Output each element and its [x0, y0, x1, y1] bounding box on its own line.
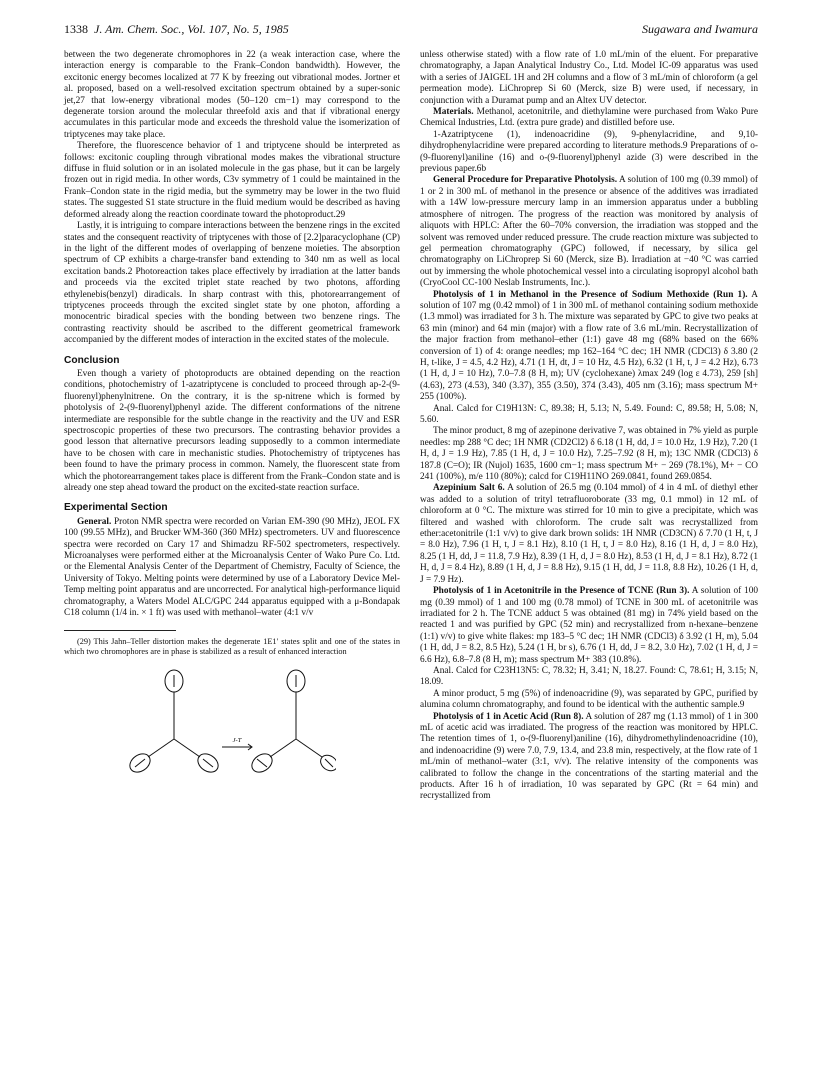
footnote-29: (29) This Jahn–Teller distortion makes the degenerate 1E1′ states split and one of the states in which two chromophores are in phase is stabilized as a result of enhanced interaction — [64, 636, 400, 656]
run1-lead: Photolysis of 1 in Methanol in the Presence of Sodium Methoxide (Run 1). — [433, 289, 748, 300]
run3-text: A solution of 100 mg (0.39 mmol) of 1 and 100 mg (0.78 mmol) of TCNE in 300 mL of acetonitrile was irradiated for 2 h. The TCNE adduct 5 was obtained (81 mg) in 74% yield based on the reacted 1 and was purified by GPC (52 min) and recrystallized from n-hexane–benzene (1:1) v/v) to give white flakes: mp 183–5 °C dec; 1H NMR (CDCl3) δ 3.92 (1 H, m), 5.04 (1 H, dd, J = 8.2, 8.5 Hz), 5.24 (1 H, br s), 6.76 (1 H, dd, J = 8.2, 3.0 Hz), 7.02 (1 H, d, J = 6.6 Hz), 6.8–7.8 (8 H, m); mass spectrum M+ 383 (10.8%). — [420, 586, 758, 665]
conclusion-paragraph: Even though a variety of photoproducts are obtained depending on the reaction conditions, photochemistry of 1-azatriptycene is concluded to proceed through ap-2-(9-fluorenyl)phenylnitrene. On the contrary, it is the sp-nitrene which is formed by photolysis of 2-(9-fluorenyl)phenyl azide. The different conformations of the nitrene intermediate are responsible for the subtle change in the reactivity and the UV and ESR spectroscopic properties of these two precursors. The contrasting behavior provides a good lesson that alternative precursors leading supposedly to a common intermediate have to be chosen with care in mechanistic studies. Photochemistry of triptycenes has been found to have the primary process in common. Namely, the fluorescent state from which the photorearrangement takes place is different from the Frank–Condon state and is already one step ahead toward the product on the excited-state reaction surface. — [64, 368, 400, 494]
general-procedure-text: A solution of 100 mg (0.39 mmol) of 1 or 2 in 300 mL of methanol in the presence or absence of the additives was irradiated with a 14W low-pressure mercury lamp in an immersion apparatus under a bubbling atmosphere of nitrogen. The progress of the reaction was monitored by analysis of aliquots with HPLC: After the 60–70% conversion, the irradiation was stopped and the solvent was removed under reduced pressure. The crude reaction mixture was subjected to gel permeation chromatography (GPC) followed, if necessary, by silica gel chromatography on LiChroprep Si 60 (Merck, size B). Irradiation at −40 °C was carried out by immersing the whole photochemical vessel into a circulating isopropyl alcohol bath (CryoCool CC-100 Neslab Instruments, Inc.). — [420, 175, 758, 289]
conclusion-heading: Conclusion — [64, 354, 120, 366]
general-lead: General. — [77, 516, 112, 527]
minor3-paragraph: A minor product, 5 mg (5%) of indenoacridine (9), was separated by GPC, purified by alumina column chromatography, and found to be identical with the authentic sample.9 — [420, 688, 758, 711]
run8-text: A solution of 287 mg (1.13 mmol) of 1 in 300 mL of acetic acid was irradiated. The progress of the reaction was monitored by HPLC. The retention times of 1, o-(9-fluorenyl)aniline (16), dihydromethylindenoacridine (10), and indenoacridine (9) were 7.0, 7.9, 13.4, and 23.8 min, respectively, at the flow rate of 1 mL/min of methanol–water (3:1, v/v). The relative intensity of the components was calibrated to follow the change in the concentrations of the starting material and the products. After 16 h of irradiation, 10 was separated by GPC (Rt = 64 min) and recrystallized from — [420, 711, 758, 802]
materials-lead: Materials. — [433, 107, 474, 118]
general-paragraph — [64, 517, 400, 620]
hplc-continuation: unless otherwise stated) with a flow rate of 1.0 mL/min of the eluent. For preparative chromatography, a Japan Analytical Industry Co., Ltd. Model IC-09 apparatus was used with a series of JAIGEL 1H and 2H columns and a flow of 3 mL/min of chloroform (a gel permeation mode). LiChroprep Si 60 (Merck, size B) were used, if necessary, in conjunction with a Duramat pump and an Altex UV detector. — [420, 50, 758, 106]
right-column — [420, 50, 758, 803]
header-left — [64, 22, 289, 37]
run1-paragraph — [420, 290, 758, 404]
left-column — [64, 50, 400, 785]
run8-lead: Photolysis of 1 in Acetic Acid (Run 8). — [433, 711, 584, 722]
azatriptycene-paragraph: 1-Azatriptycene (1), indenoacridine (9), 9-phenylacridine, and 9,10-dihydrophenylacridine were prepared according to literature methods.9 Preparations of o-(9-fluorenyl)aniline (16) and o-(9-fluorenyl)phenyl azide (3) were described in the previous paper.6b — [420, 129, 758, 175]
running-header — [64, 22, 758, 38]
minor-product-paragraph: The minor product, 8 mg of azepinone derivative 7, was obtained in 7% yield as purple needles: mp 288 °C dec; 1H NMR (CD2Cl2) δ 6.18 (1 H, dd, J = 10.0 Hz, 1.9 Hz), 7.20 (1 H, d, J = 1.9 Hz), 7.85 (1 H, d, J = 10.0 Hz), 7.25–7.92 (8 H, m); 13C NMR (CDCl3) δ 187.8 (C=O); IR (Nujol) 1635, 1600 cm−1; mass spectrum M+ − 269 (78.1%), M+ − CO 241 (100%), m/e 110 (80%); calcd for C19H11NO 269.0841, found 269.0854. — [420, 426, 758, 483]
materials-text: Methanol, acetonitrile, and diethylamine were purchased from Wako Pure Chemical Industries, Ltd. (extra pure grade) and distilled before use. — [420, 107, 758, 129]
materials-paragraph — [420, 107, 758, 130]
footnote-rule — [64, 630, 176, 631]
scheme-label: J-T — [232, 736, 242, 744]
right-orbital-structure — [248, 670, 336, 776]
anal1-paragraph: Anal. Calcd for C19H13N: C, 89.38; H, 5.13; N, 5.49. Found: C, 89.58; H, 5.08; N, 5.60. — [420, 403, 758, 425]
header-authors: Sugawara and Iwamura — [641, 22, 758, 36]
run3-lead: Photolysis of 1 in Acetonitrile in the Presence of TCNE (Run 3). — [433, 586, 690, 597]
discussion-paragraph-3: Lastly, it is intriguing to compare interactions between the benzene rings in the excited states and the consequent reactivity of triptycenes with those of [2.2]paracyclophane (CP) in the light of the different modes of overlapping of benzene moieties. The absorption spectrum of CP exhibits a charge-transfer band extending to 340 nm as well as local excitation bands.2 Photoreaction takes place effectively by irradiation at the latter bands and proceeds via the excited triplet state reached by two photons, affording ethylenebis(benzyl) diradicals. In sharp contrast with this, photorearrangement of triptycenes proceeds through the excited singlet state by one photon, affording a monocentric biradical species with the bonding between two benzene rings. The contrasting reactivity should be ascribed to the different geometrical framework accompanied by the different modes of interaction in the excited states of the molecule. — [64, 221, 400, 346]
discussion-paragraph-2: Therefore, the fluorescence behavior of 1 and triptycene should be interpreted as follows: excitonic coupling through vibrational modes makes the vibrational structure diffuse in fluid solution or in an isolated molecule in the gas phase, but it can be largely frozen out in rigid media. In other words, C3v symmetry of 1 could be maintained in the Frank–Condon state in the rigid media, but the symmetry may be lower in the two fluid states. The suggested S1 state structure in the fluid medium would be described as having deformed already along the reaction coordinate toward the photoproduct.29 — [64, 141, 400, 220]
run8-paragraph — [420, 712, 758, 803]
general-text: Proton NMR spectra were recorded on Varian EM-390 (90 MHz), JEOL FX 100 (99.55 MHz), and Brucker WM-360 (360 MHz) spectrometers. UV and fluorescence spectra were recorded on Cary 17 and Shimadzu RF-502 spectrometers, respectively. Microanalyses were performed either at the Microanalysis Center of Wako Pure Co. Ltd. or the Elemental Analysis Center of the Department of Chemistry, Faculty of Science, the University of Tokyo. Melting points were determined by use of a Laboratory Device Mel-Temp melting point apparatus and are uncorrected. For analytical high-performance liquid chromatography, a Waters Model ALC/GPC 244 apparatus equipped with a μ-Bondapak C18 column (1/4 in. × 1 ft) was used with methanol–water (4:1 v/v — [64, 516, 400, 619]
journal-citation: J. Am. Chem. Soc., Vol. 107, No. 5, 1985 — [94, 22, 289, 36]
run1-text: A solution of 107 mg (0.42 mmol) of 1 in 300 mL of methanol containing sodium methoxide (1.3 mmol) was irradiated for 3 h. The mixture was separated by GPC to give two peaks at 63 min (minor) and 64 min (major) with a flow rate of 3.6 mL/min. Recrystallization of the major fraction from methanol–ether (1:1) gave 48 mg (68% based on the 66% conversion of 1) of 4: orange needles; mp 162–164 °C dec; 1H NMR (CDCl3) δ 3.80 (2 H, t-like, J = 4.5, 4.2 Hz), 4.71 (1 H, dt, J = 10 Hz, 4.5 Hz), 6.32 (1 H, t, J = 4.2 Hz), 6.73 (1 H, d, J = 10 Hz), 7.0–7.8 (8 H, m); UV (cyclohexane) λmax 249 (log ε 4.73), 259 [sh] (4.63), 273 (4.53), 340 (3.37), 355 (3.50), 374 (3.43), 405 nm (3.16); mass spectrum M+ 255 (100%). — [420, 289, 758, 403]
run3-paragraph — [420, 586, 758, 666]
general-procedure-paragraph — [420, 175, 758, 289]
azepinium-lead: Azepinium Salt 6. — [433, 483, 505, 494]
page-number: 1338 — [64, 22, 88, 36]
experimental-heading: Experimental Section — [64, 502, 168, 514]
azepinium-paragraph — [420, 483, 758, 586]
jahn-teller-arrow — [222, 744, 252, 750]
general-procedure-lead: General Procedure for Preparative Photolysis. — [433, 175, 618, 186]
anal3-paragraph: Anal. Calcd for C23H13N5: C, 78.32; H, 3.41; N, 18.27. Found: C, 78.61; H, 3.15; N, 18.09. — [420, 665, 758, 688]
left-orbital-structure — [126, 670, 221, 776]
azepinium-text: A solution of 26.5 mg (0.104 mmol) of 4 in 4 mL of diethyl ether was added to a solution of trityl tetrafluoroborate (33 mg, 0.1 mmol) in 12 mL of chloroform at 0 °C. The mixture was stirred for 10 min to give a precipitate, which was filtered and washed with chloroform. The crude salt was recrystallized from ether:acetonitrile (1:1 v/v) to give dark brown solids: 1H NMR (CD3CN) δ 7.70 (1 H, t, J = 8.0 Hz), 7.96 (1 H, t, J = 8.1 Hz), 8.10 (1 H, t, J = 8.0 Hz), 8.16 (1 H, d, J = 8.0 Hz), 8.25 (1 H, dd, J = 11.8, 7.9 Hz), 8.39 (1 H, d, J = 8.0 Hz), 8.53 (1 H, d, J = 8.1 Hz), 8.72 (1 H, d, J = 8.4 Hz), 8.89 (1 H, d, J = 8.8 Hz), 9.15 (1 H, dd, J = 11.8, 8.8 Hz), 10.26 (1 H, d, J = 7.9 Hz). — [420, 483, 758, 585]
jahn-teller-scheme — [126, 667, 336, 785]
scheme-drawing — [126, 667, 336, 785]
discussion-paragraph-1: between the two degenerate chromophores in 22 (a weak interaction case, where the interaction energy is comparable to the Frank–Condon bandwidth). However, the excitonic energy becomes localized at 77 K by freezing out vibrational modes. Jortner et al. proposed, based on a well-resolved excitation spectrum obtained by a super-sonic jet,27 that low-energy vibrational modes (50–120 cm−1) may correspond to the degenerate torsion around the molecular threefold axis and that if vibrational energy accumulates in this particular mode and exceeds the threshold value the isomerization of triptycenes may take place. — [64, 50, 400, 140]
